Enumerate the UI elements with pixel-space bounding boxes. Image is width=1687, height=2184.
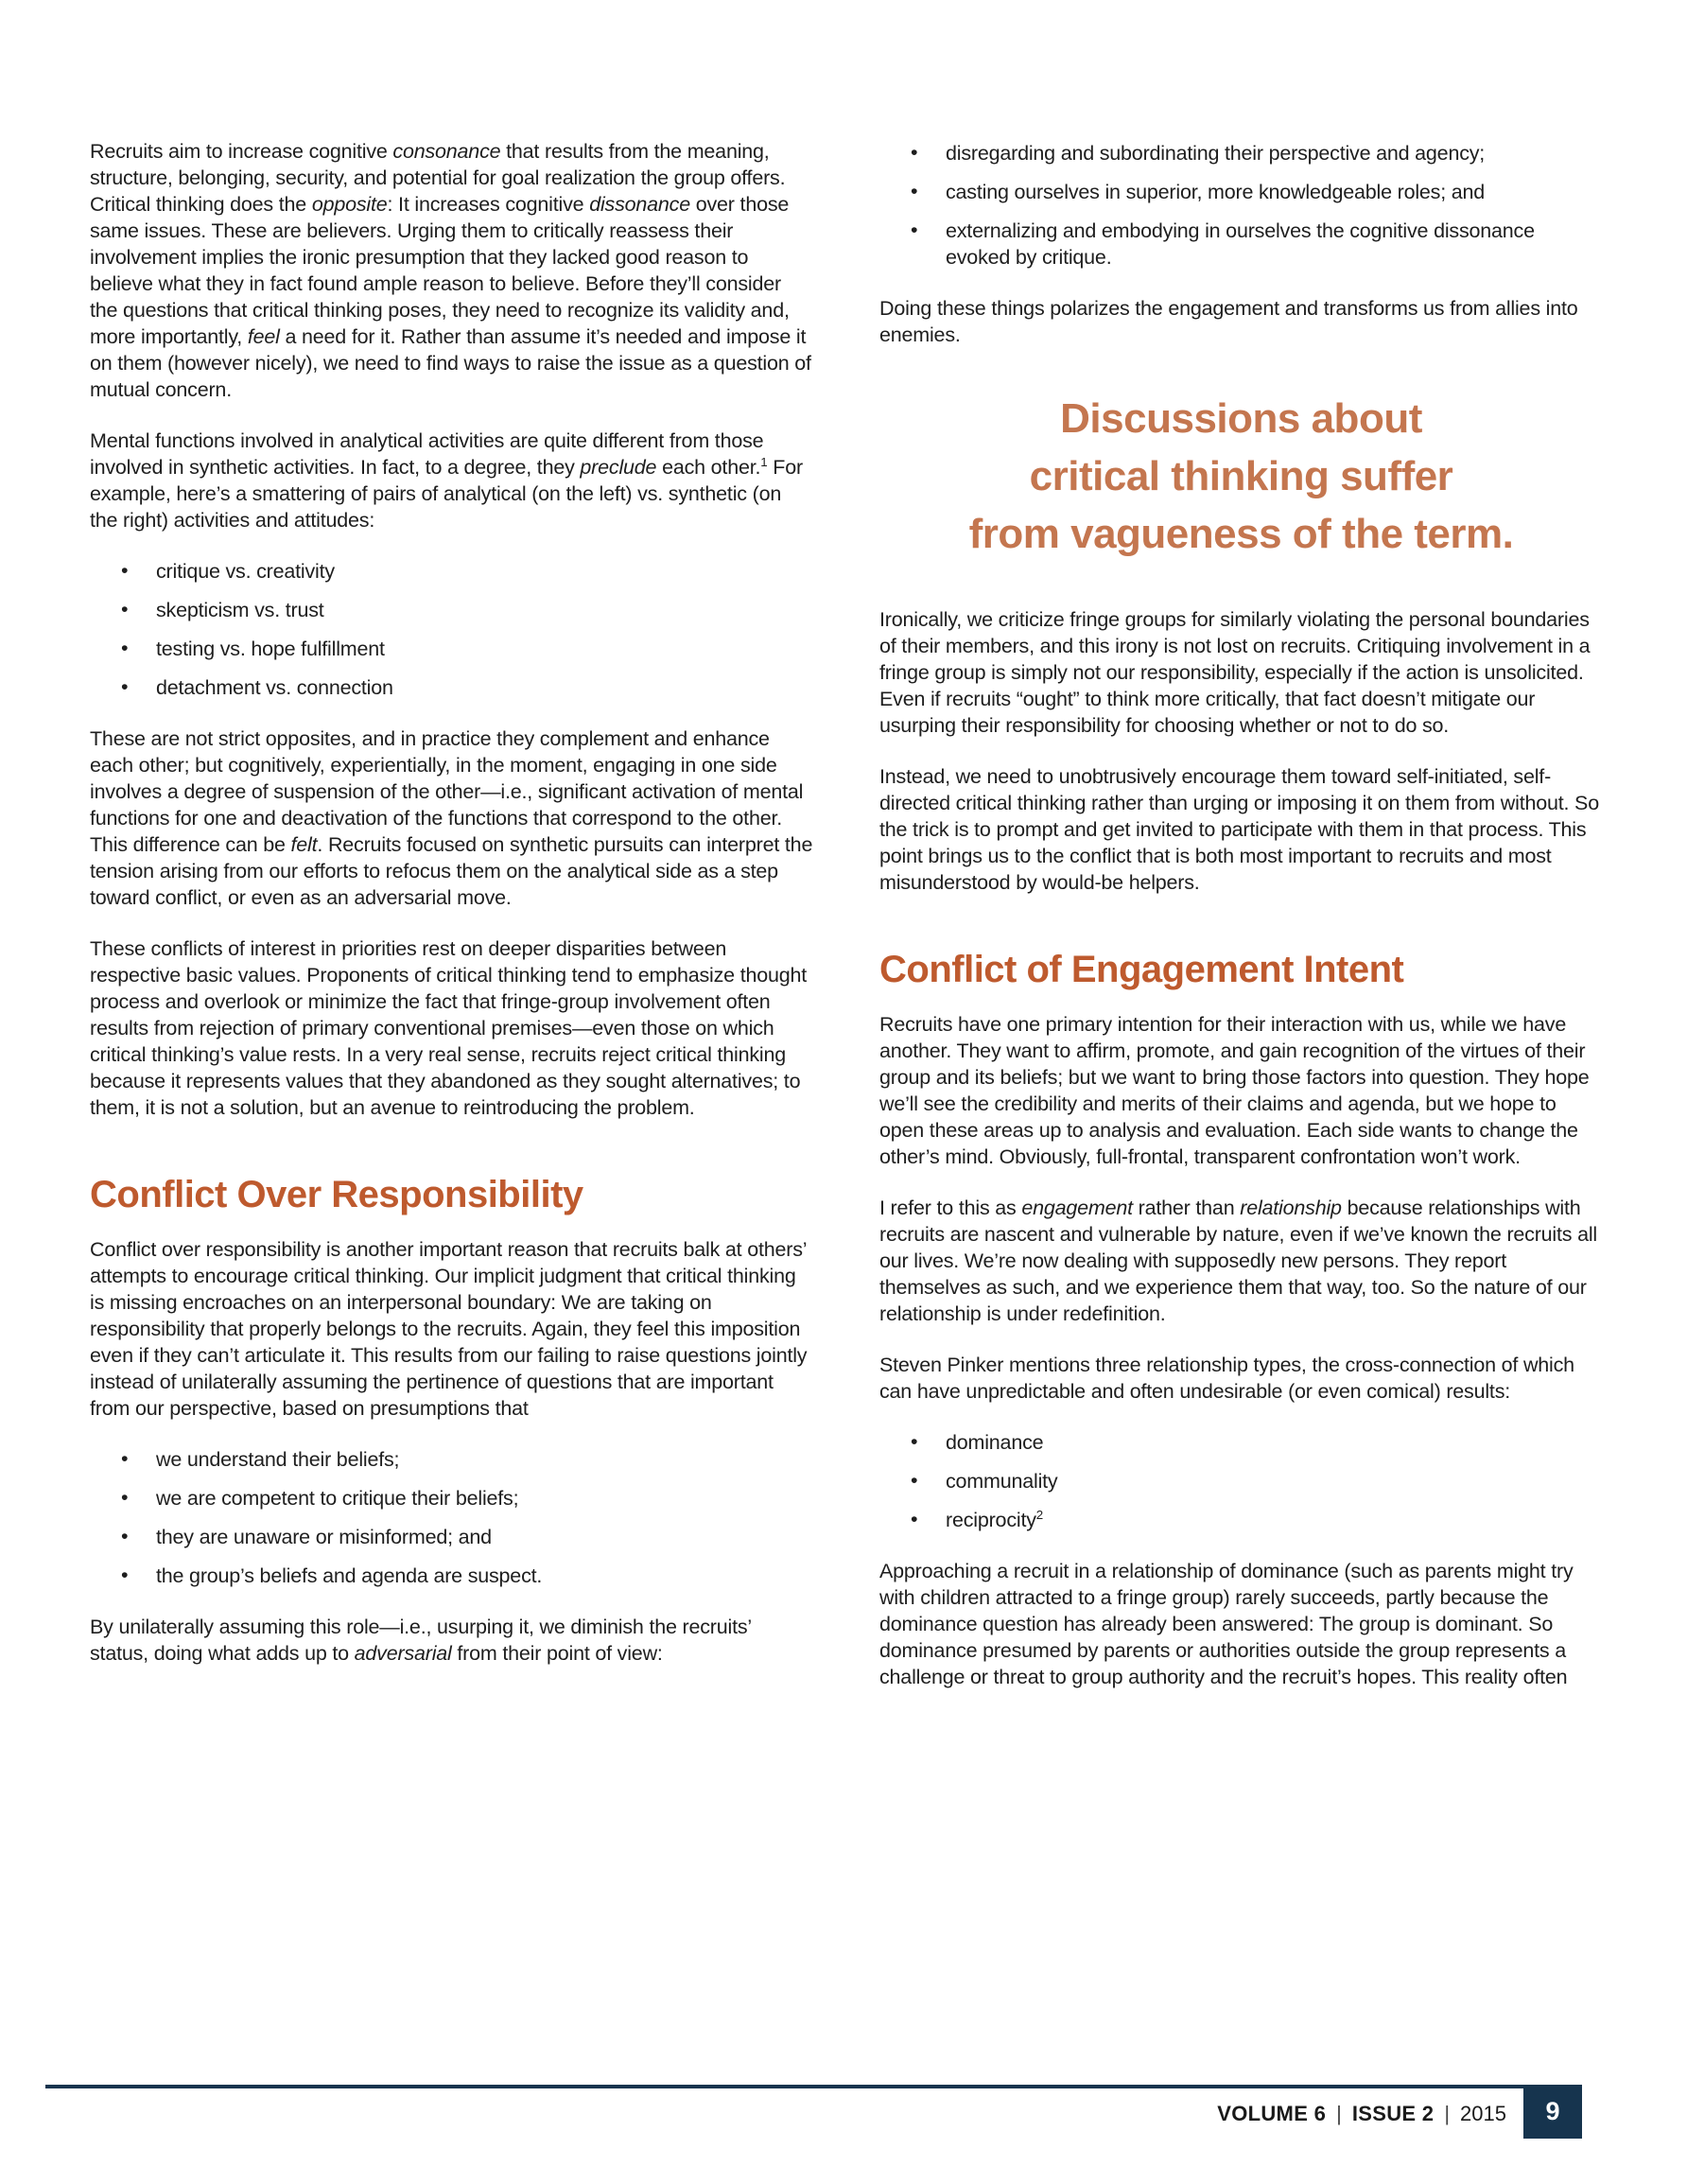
bullet-list [879,1429,1603,1533]
bullet-list [90,1446,813,1589]
text-run: feel [247,325,280,348]
bullet-item [90,1446,813,1473]
bullet-text [156,1448,399,1471]
paragraph [90,428,813,533]
text-run: Doing these things polarizes the engagement and transforms us from allies into enemies. [879,297,1578,346]
text-run: because relationships with recruits are nascent and vulnerable by nature, even if we’ve known the recruits all our lives. We’re now dealing with supposedly new persons. They report themselves as such, and we experience them that way, too. So the nature of our relationship is under redefinition. [879,1197,1598,1325]
footnote-marker: 2 [1035,1507,1043,1522]
text-run: . Recruits focused on synthetic pursuits can interpret the tension arising from our efforts to refocus them on the analytical side as a step toward conflict, or even as an adversarial move. [90,833,813,909]
bullet-icon: • [911,218,918,241]
bullet-icon: • [121,675,129,698]
paragraph [90,1236,813,1422]
pull-quote-line: Discussions about [1060,395,1422,442]
bullet-item [879,218,1603,271]
bullet-item [879,179,1603,205]
text-run: a need for it. Rather than assume it’s needed and impose it on them (however nicely), we need to find ways to raise the issue as a question of mutual concern. [90,325,811,401]
text-run: each other. [656,456,761,479]
bullet-item [90,558,813,585]
text-run: consonance [392,140,501,163]
article-columns [90,138,1603,1715]
text-run: skepticism vs. trust [156,599,324,621]
text-run: externalizing and embodying in ourselves the cognitive dissonance evoked by critique. [946,219,1535,269]
bullet-icon: • [911,180,918,202]
text-run: Steven Pinker mentions three relationship types, the cross-connection of which can have unpredictable and often undesirable (or even comical) results: [879,1354,1574,1403]
pull-quote-line: critical thinking suffer [1029,453,1453,499]
text-run: from their point of view: [451,1642,663,1665]
bullet-text [156,1487,518,1510]
paragraph [879,1352,1603,1405]
bullet-text [156,1564,542,1587]
pull-quote-line: from vagueness of the term. [968,511,1514,557]
text-run: they are unaware or misinformed; and [156,1526,492,1548]
text-run: : It increases cognitive [387,193,590,216]
pull-quote [879,390,1603,563]
text-run: Mental functions involved in analytical activities are quite different from those involved in synthetic activities. In fact, to a degree, they [90,429,764,479]
bullet-text [946,142,1485,165]
text-run: casting ourselves in superior, more knowledgeable roles; and [946,181,1486,203]
paragraph [90,138,813,403]
bullet-item [90,597,813,623]
footer-year: 2015 [1460,2102,1506,2125]
text-run: For example, here’s a smattering of pairs of analytical (on the left) vs. synthetic (on the right) activities and attitudes: [90,456,803,532]
bullet-text [946,181,1485,203]
bullet-item [879,140,1603,166]
text-run: Approaching a recruit in a relationship of dominance (such as parents might try with children attracted to a fringe group) rarely succeeds, partly because the dominance question has already been answered: The group is dominant. So dominance presumed by parents or authorities outside the group represents a challenge or threat to group authority and the recruit’s hopes. This reality often [879,1560,1574,1688]
bullet-icon: • [121,1486,129,1509]
bullet-icon: • [911,141,918,164]
bullet-text [156,1526,492,1548]
paragraph [90,1614,813,1667]
paragraph [90,725,813,911]
bullet-item [90,674,813,701]
text-run: reciprocity [946,1509,1036,1531]
section-heading: Conflict of Engagement Intent [879,949,1404,990]
bullet-item [90,1485,813,1511]
text-run: that results from the meaning, structure, belonging, security, and potential for goal realization the group offers. Critical thinking does the [90,140,786,216]
section-heading: Conflict Over Responsibility [90,1174,583,1215]
bullet-text [946,219,1535,269]
issue-label: ISSUE 2 [1351,2102,1435,2125]
bullet-icon: • [911,1508,918,1530]
bullet-icon: • [121,637,129,659]
text-run: we are competent to critique their beliefs; [156,1487,519,1510]
footer-rule [45,2085,1582,2088]
text-run: over those same issues. These are believers. Urging them to critically reassess their involvement implies the ironic presumption that they lacked good reason to believe what they in fact found ample reason to believe. Before they’ll consider the questions that critical thinking poses, they need to recognize its validity and, more importantly, [90,193,790,348]
text-run: opposite [311,193,388,216]
text-run: These are not strict opposites, and in practice they complement and enhance each other; but cognitively, experientially, in the moment, engaging in one side involves a degree of suspension of the other—i.e., significant activation of mental functions for one and deactivation of the functions that correspond to the other. This difference can be [90,727,804,856]
column-left [90,138,813,1715]
text-run: testing vs. hope fulfillment [156,638,385,660]
text-run: Conflict over responsibility is another important reason that recruits balk at others’ attempts to encourage critical thinking. Our implicit judgment that critical thinking is missing encroaches on an interpersonal boundary: We are taking on responsibility that properly belongs to the recruits. Again, they feel this imposition even if they can’t articulate it. This results from our failing to raise questions jointly instead of unilaterally assuming the pertinence of questions that are important from our perspective, based on presumptions that [90,1238,808,1420]
text-run: the group’s beliefs and agenda are suspect. [156,1564,543,1587]
text-run: relationship [1240,1197,1342,1219]
bullet-icon: • [121,1525,129,1547]
text-run: felt [290,833,318,856]
footnote-marker: 1 [760,454,768,469]
bullet-text [946,1431,1043,1454]
bullet-icon: • [121,1564,129,1586]
footer-separator: | [1336,2102,1342,2125]
text-run: engagement [1021,1197,1133,1219]
text-run: Recruits aim to increase cognitive [90,140,393,163]
paragraph [879,606,1603,739]
paragraph [90,935,813,1121]
text-run: Ironically, we criticize fringe groups for similarly violating the personal boundaries of their members, and this irony is not lost on recruits. Critiquing involvement in a fringe group is simply not our responsibility, especially if the action is unsolicited. Even if recruits “ought” to think more critically, that fact doesn’t mitigate our usurping their responsibility for choosing whether or not to do so. [879,608,1591,737]
bullet-icon: • [121,598,129,620]
text-run: Recruits have one primary intention for their interaction with us, while we have another. They want to affirm, promote, and gain recognition of the virtues of their group and its beliefs; but we want to bring those factors into question. They hope we’ll see the credibility and merits of their claims and agenda, but we hope to open these areas up to analysis and evaluation. Each side wants to change the other’s mind. Obviously, full-frontal, transparent confrontation won’t work. [879,1013,1590,1168]
paragraph [879,1011,1603,1170]
footer-separator: | [1444,2102,1451,2125]
text-run: adversarial [354,1642,452,1665]
text-run: we understand their beliefs; [156,1448,400,1471]
text-run: preclude [580,456,657,479]
bullet-text [156,599,324,621]
text-run: rather than [1132,1197,1241,1219]
bullet-icon: • [911,1430,918,1453]
text-run: Instead, we need to unobtrusively encourage them toward self-initiated, self-directed critical thinking rather than urging or imposing it on them from without. So the trick is to prompt and get invited to participate with them in that process. This point brings us to the conflict that is both most important to recruits and most misunderstood by would-be helpers. [879,765,1599,894]
volume-label: VOLUME 6 [1217,2102,1327,2125]
text-run: disregarding and subordinating their perspective and agency; [946,142,1486,165]
text-run: By unilaterally assuming this role—i.e., usurping it, we diminish the recruits’ status, doing what adds up to [90,1616,752,1665]
page-number-box [1523,2085,1582,2139]
bullet-item [90,1524,813,1550]
text-run: dominance [946,1431,1044,1454]
bullet-text [946,1509,1043,1531]
text-run: critique vs. creativity [156,560,335,583]
text-run: I refer to this as [879,1197,1022,1219]
text-run: communality [946,1470,1058,1493]
paragraph [879,1195,1603,1327]
page-number: 9 [1545,2097,1560,2125]
text-run: These conflicts of interest in priorities rest on deeper disparities between respective basic values. Proponents of critical thinking tend to emphasize thought process and overlook or minimize the fact that fringe-group involvement often results from rejection of primary conventional premises—even those on which critical thinking’s value rests. In a very real sense, recruits reject critical thinking because it represents values that they abandoned as they sought alternatives; to them, it is not a solution, but an avenue to reintroducing the problem. [90,937,808,1119]
bullet-item [879,1429,1603,1456]
bullet-list [90,558,813,701]
column-right [879,138,1603,1715]
bullet-text [156,638,385,660]
bullet-text [156,560,335,583]
text-run: detachment vs. connection [156,676,393,699]
footer-meta [45,2102,1506,2126]
bullet-text [156,676,393,699]
bullet-list [879,140,1603,271]
bullet-icon: • [911,1469,918,1492]
bullet-item [879,1468,1603,1494]
bullet-item [90,636,813,662]
bullet-text [946,1470,1057,1493]
paragraph [879,295,1603,348]
bullet-icon: • [121,559,129,582]
bullet-item [879,1507,1603,1533]
paragraph [879,763,1603,896]
paragraph [879,1558,1603,1690]
bullet-item [90,1563,813,1589]
bullet-icon: • [121,1447,129,1470]
text-run: dissonance [589,193,690,216]
